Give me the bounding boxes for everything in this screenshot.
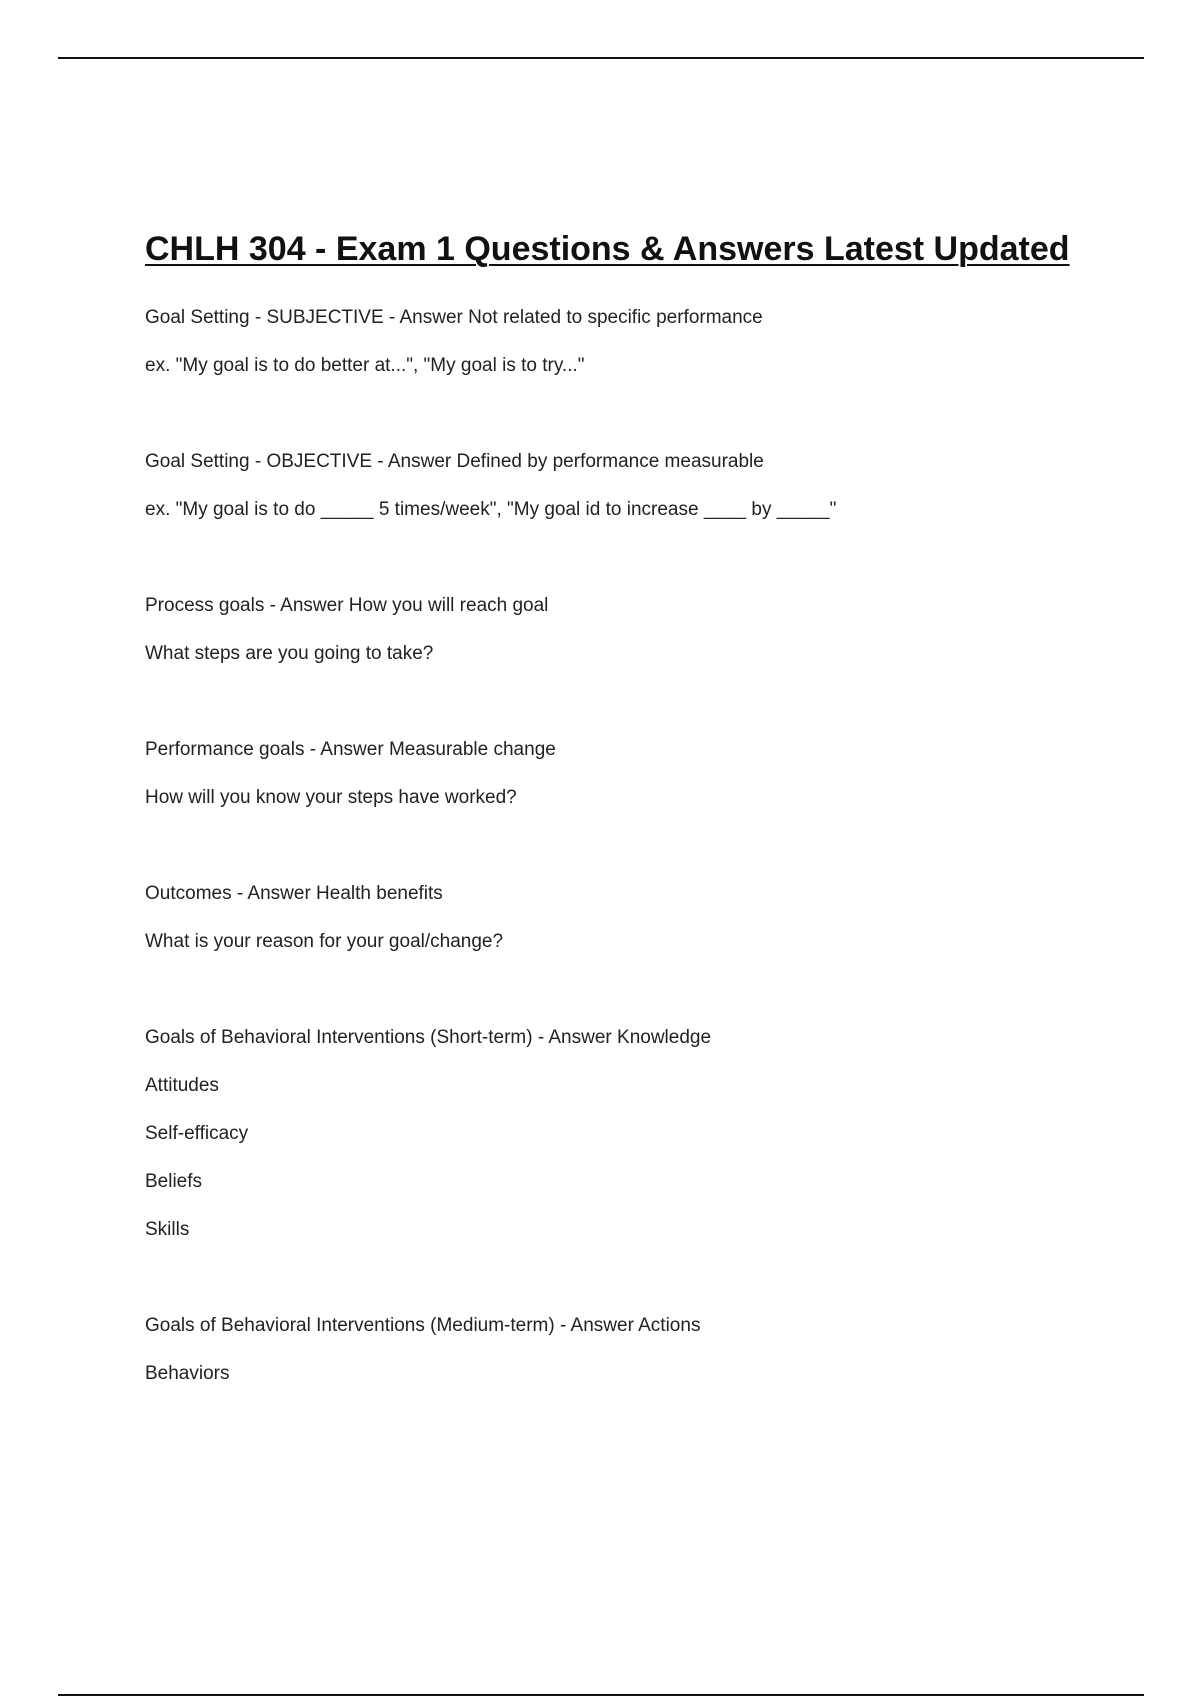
qa-question-line: Goals of Behavioral Interventions (Short-term) - Answer Knowledge bbox=[145, 1027, 712, 1048]
qa-question-line: Process goals - Answer How you will reach goal bbox=[145, 595, 549, 616]
bottom-divider bbox=[58, 1694, 1144, 1696]
qa-answer-line: How will you know your steps have worked? bbox=[145, 787, 517, 808]
qa-section bbox=[145, 1014, 1105, 1254]
qa-answer-line: Attitudes bbox=[145, 1075, 219, 1096]
qa-answer-line: Skills bbox=[145, 1219, 190, 1240]
qa-question-line: Goals of Behavioral Interventions (Medium-term) - Answer Actions bbox=[145, 1315, 701, 1336]
qa-answer-line: Beliefs bbox=[145, 1171, 203, 1192]
qa-section bbox=[145, 438, 1105, 534]
qa-section bbox=[145, 582, 1105, 678]
qa-answer-line: ex. "My goal is to do better at...", "My goal is to try..." bbox=[145, 355, 585, 376]
top-divider bbox=[58, 57, 1144, 59]
qa-question-line: Goal Setting - SUBJECTIVE - Answer Not related to specific performance bbox=[145, 307, 763, 328]
document-title: CHLH 304 - Exam 1 Questions & Answers Latest Updated bbox=[145, 230, 1070, 268]
qa-section bbox=[145, 726, 1105, 822]
qa-section bbox=[145, 1302, 1105, 1398]
qa-question-line: Performance goals - Answer Measurable change bbox=[145, 739, 556, 760]
qa-section bbox=[145, 870, 1105, 966]
qa-answer-line: What is your reason for your goal/change? bbox=[145, 931, 504, 952]
qa-answer-line: Behaviors bbox=[145, 1363, 230, 1384]
qa-answer-line: What steps are you going to take? bbox=[145, 643, 434, 664]
qa-answer-line: Self-efficacy bbox=[145, 1123, 249, 1144]
qa-answer-line: ex. "My goal is to do _____ 5 times/week", "My goal id to increase ____ by _____" bbox=[145, 499, 837, 520]
qa-question-line: Outcomes - Answer Health benefits bbox=[145, 883, 443, 904]
qa-question-line: Goal Setting - OBJECTIVE - Answer Defined by performance measurable bbox=[145, 451, 764, 472]
document-body bbox=[145, 226, 1105, 1446]
qa-section bbox=[145, 294, 1105, 390]
